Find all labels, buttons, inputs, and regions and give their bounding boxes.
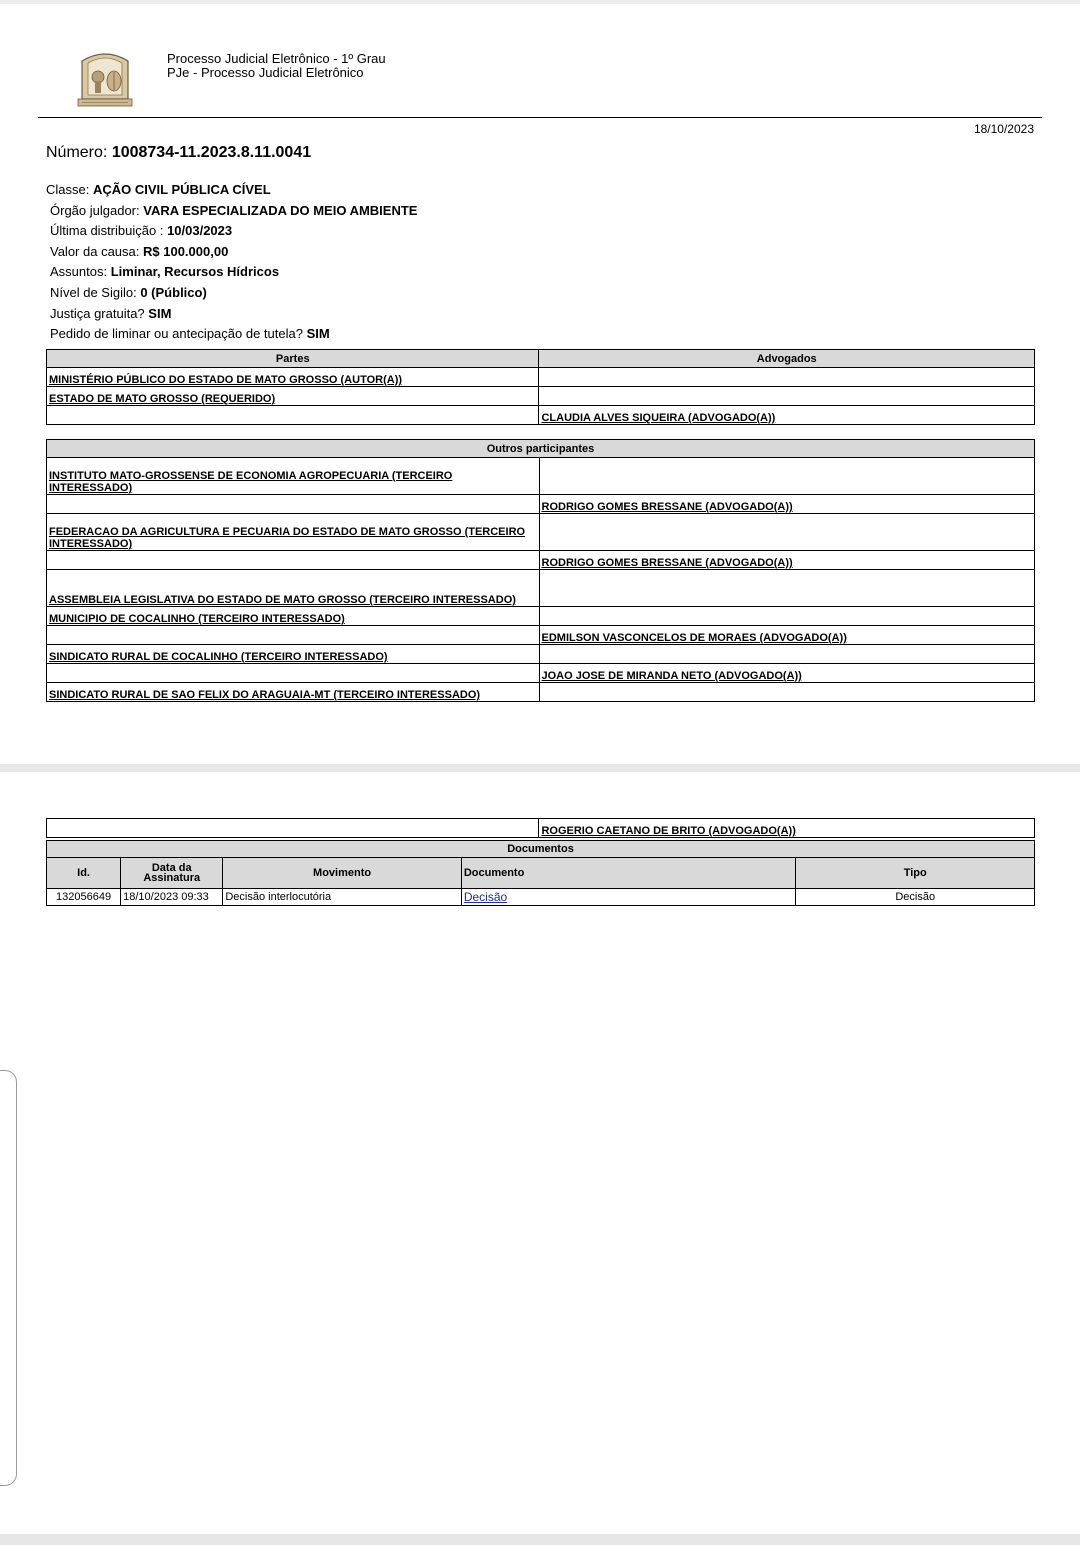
table-row bbox=[47, 683, 1035, 702]
partes-header: Partes bbox=[47, 350, 539, 368]
documentos-header: Documentos bbox=[47, 841, 1035, 858]
info-valor: Valor da causa: R$ 100.000,00 bbox=[50, 243, 229, 259]
table-row bbox=[47, 570, 1035, 607]
info-justica-gratuita: Justiça gratuita? SIM bbox=[50, 305, 172, 321]
table-row bbox=[47, 607, 1035, 626]
outros-header: Outros participantes bbox=[47, 440, 1035, 458]
doc-date-cell: 18/10/2023 09:33 bbox=[121, 889, 223, 906]
info-liminar: Pedido de liminar ou antecipação de tutela? SIM bbox=[50, 326, 330, 342]
participante-cell: FEDERACAO DA AGRICULTURA E PECUARIA DO ESTADO DE MATO GROSSO (TERCEIRO INTERESSADO) bbox=[47, 514, 540, 551]
documentos-table bbox=[46, 840, 1035, 906]
doc-id-cell: 132056649 bbox=[47, 889, 121, 906]
system-subtitle: PJe - Processo Judicial Eletrônico bbox=[167, 65, 364, 80]
top-shade bbox=[0, 0, 1080, 4]
advogado-cell: RODRIGO GOMES BRESSANE (ADVOGADO(A)) bbox=[539, 495, 1035, 514]
table-row bbox=[47, 368, 1035, 387]
doc-link[interactable]: Decisão bbox=[461, 889, 796, 906]
info-sigilo: Nível de Sigilo: 0 (Público) bbox=[50, 284, 207, 300]
advogado-cell bbox=[539, 645, 1035, 664]
advogado-continuation-table bbox=[46, 818, 1035, 838]
parte-cell bbox=[47, 406, 539, 425]
col-id: Id. bbox=[47, 858, 121, 889]
participante-cell bbox=[47, 551, 540, 570]
participante-cell: MUNICIPIO DE COCALINHO (TERCEIRO INTERESSADO) bbox=[47, 607, 540, 626]
advogado-cell: JOAO JOSE DE MIRANDA NETO (ADVOGADO(A)) bbox=[539, 664, 1035, 683]
outros-participantes-table bbox=[46, 439, 1035, 702]
participante-cell bbox=[47, 664, 540, 683]
table-row bbox=[47, 645, 1035, 664]
partes-table bbox=[46, 349, 1035, 425]
participante-cell bbox=[47, 626, 540, 645]
advogados-header: Advogados bbox=[539, 350, 1035, 368]
advogado-cell bbox=[539, 514, 1035, 551]
info-assuntos: Assuntos: Liminar, Recursos Hídricos bbox=[50, 264, 280, 280]
advogado-cell bbox=[539, 607, 1035, 626]
table-row bbox=[47, 387, 1035, 406]
table-row bbox=[47, 514, 1035, 551]
col-tipo: Tipo bbox=[796, 858, 1035, 889]
side-panel-handle[interactable] bbox=[0, 1070, 17, 1486]
parte-cell: ESTADO DE MATO GROSSO (REQUERIDO) bbox=[47, 387, 539, 406]
advogado-cell: RODRIGO GOMES BRESSANE (ADVOGADO(A)) bbox=[539, 551, 1035, 570]
participante-cell: INSTITUTO MATO-GROSSENSE DE ECONOMIA AGROPECUARIA (TERCEIRO INTERESSADO) bbox=[47, 458, 540, 495]
advogado-cell bbox=[539, 570, 1035, 607]
table-row bbox=[47, 458, 1035, 495]
info-orgao: Órgão julgador: VARA ESPECIALIZADA DO MEIO AMBIENTE bbox=[50, 202, 418, 218]
participante-cell: ASSEMBLEIA LEGISLATIVA DO ESTADO DE MATO GROSSO (TERCEIRO INTERESSADO) bbox=[47, 570, 540, 607]
process-number bbox=[46, 144, 311, 162]
page-1 bbox=[0, 0, 1080, 764]
court-seal-logo bbox=[76, 47, 134, 109]
col-movimento: Movimento bbox=[223, 858, 461, 889]
print-date: 18/10/2023 bbox=[973, 122, 1034, 136]
parte-cell: MINISTÉRIO PÚBLICO DO ESTADO DE MATO GROSSO (AUTOR(A)) bbox=[47, 368, 539, 387]
advogado-cell bbox=[539, 458, 1035, 495]
advogado-cell: ROGERIO CAETANO DE BRITO (ADVOGADO(A)) bbox=[539, 819, 1035, 838]
col-documento: Documento bbox=[461, 858, 796, 889]
advogado-cell bbox=[539, 387, 1035, 406]
system-title: Processo Judicial Eletrônico - 1º Grau bbox=[167, 51, 386, 66]
table-row bbox=[47, 626, 1035, 645]
participante-cell: SINDICATO RURAL DE SAO FELIX DO ARAGUAIA-MT (TERCEIRO INTERESSADO) bbox=[47, 683, 540, 702]
process-info bbox=[46, 180, 417, 345]
participante-cell bbox=[47, 819, 539, 838]
advogado-cell bbox=[539, 368, 1035, 387]
table-row bbox=[47, 889, 1035, 906]
participante-cell: SINDICATO RURAL DE COCALINHO (TERCEIRO INTERESSADO) bbox=[47, 645, 540, 664]
info-distribuicao: Última distribuição : 10/03/2023 bbox=[50, 223, 233, 239]
doc-tipo-cell: Decisão bbox=[796, 889, 1035, 906]
advogado-cell bbox=[539, 683, 1035, 702]
doc-movimento-cell: Decisão interlocutória bbox=[223, 889, 461, 906]
advogado-cell: CLAUDIA ALVES SIQUEIRA (ADVOGADO(A)) bbox=[539, 406, 1035, 425]
info-classe: Classe: AÇÃO CIVIL PÚBLICA CÍVEL bbox=[46, 182, 271, 197]
table-row bbox=[47, 406, 1035, 425]
table-row bbox=[47, 664, 1035, 683]
table-row bbox=[47, 819, 1035, 838]
system-header bbox=[167, 52, 386, 80]
participante-cell bbox=[47, 495, 540, 514]
process-number-label: Número: bbox=[46, 144, 108, 161]
header-divider bbox=[38, 117, 1042, 118]
process-number-value: 1008734-11.2023.8.11.0041 bbox=[111, 144, 312, 161]
advogado-cell: EDMILSON VASCONCELOS DE MORAES (ADVOGADO(A)) bbox=[539, 626, 1035, 645]
table-row bbox=[47, 551, 1035, 570]
table-row bbox=[47, 495, 1035, 514]
col-data-assinatura: Data da Assinatura bbox=[121, 858, 223, 889]
